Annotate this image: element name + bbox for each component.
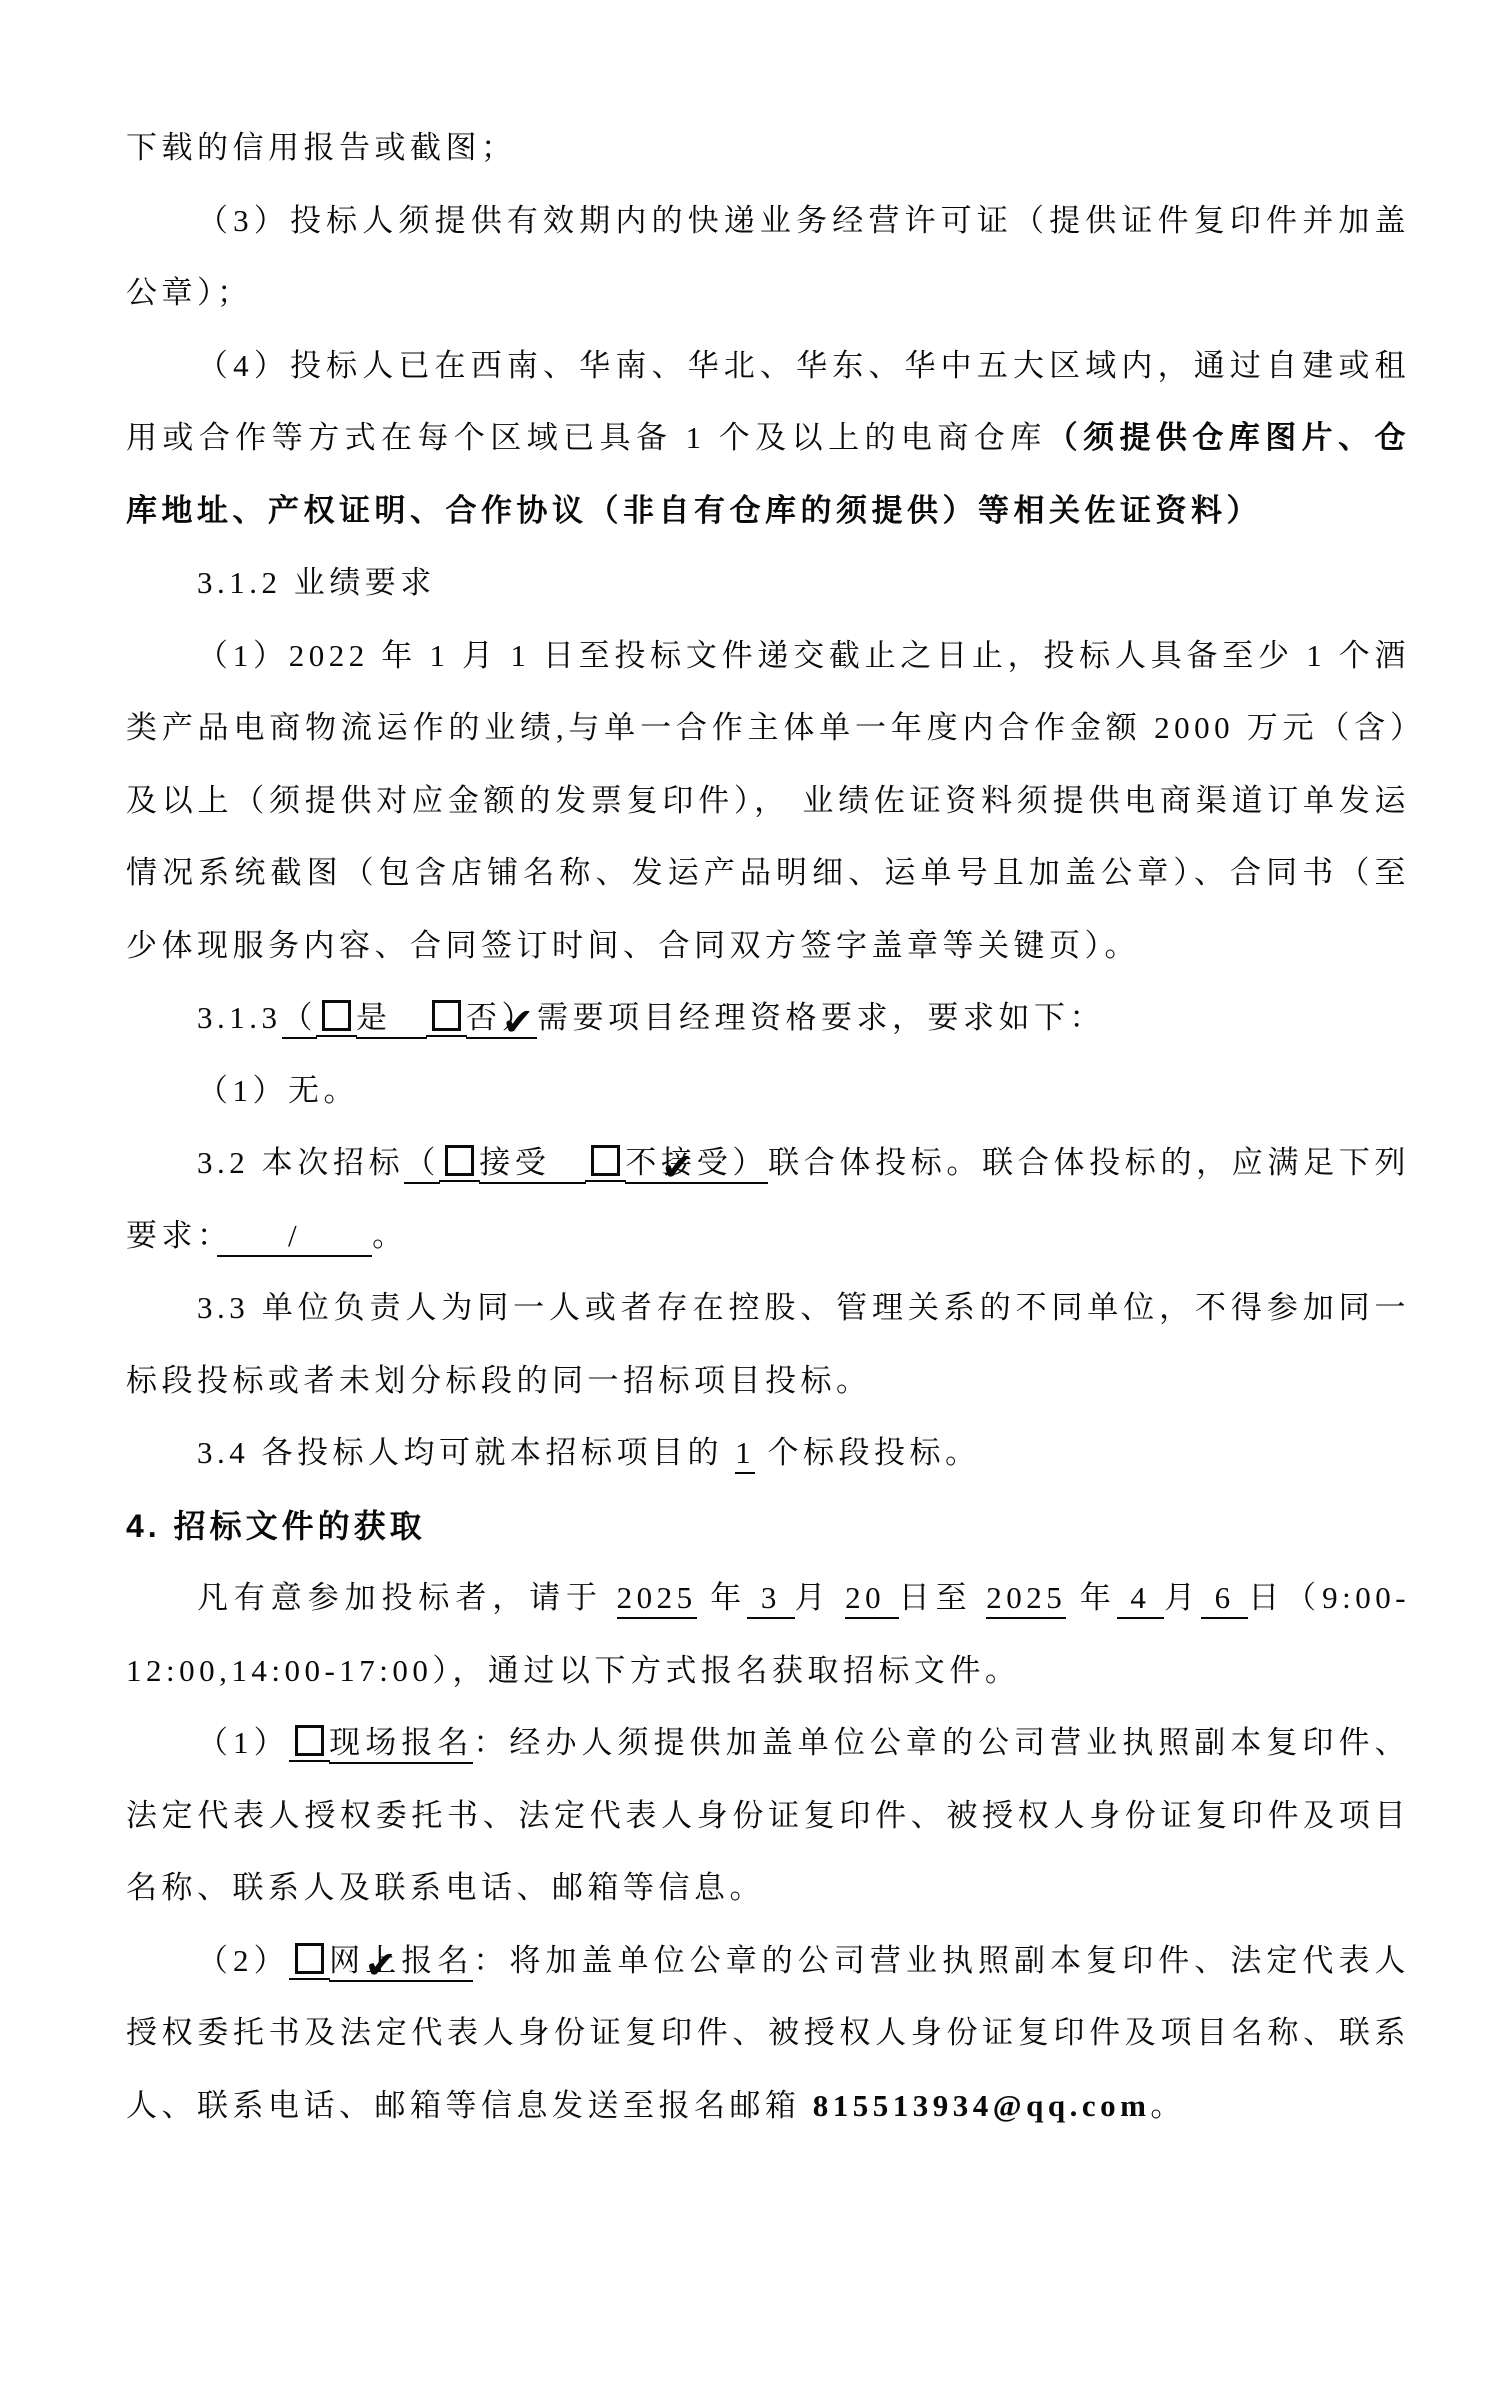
para-obtain-period-seg-6: 日至 bbox=[898, 1580, 987, 1615]
para-credit-report-tail bbox=[126, 112, 1410, 185]
checkbox-unchecked-icon bbox=[445, 1145, 474, 1176]
checkbox-unchecked-icon bbox=[322, 1000, 351, 1031]
para-obtain-period-seg-9: 4 bbox=[1117, 1580, 1164, 1619]
checkbox-checked-icon bbox=[295, 1943, 324, 1974]
para-obtain-period-seg-5: 20 bbox=[845, 1580, 899, 1619]
para-item-3-courier-license bbox=[126, 185, 1410, 330]
para-3-1-3-project-manager-requirement-seg-0: 3.1.3 bbox=[197, 1000, 282, 1035]
para-item-3-courier-license-seg-0: （3）投标人须提供有效期内的快递业务经营许可证（提供证件复印件并加盖公章）； bbox=[126, 202, 1410, 310]
para-obtain-period-seg-8: 年 bbox=[1066, 1580, 1117, 1615]
para-register-online bbox=[126, 1925, 1410, 2143]
para-3-2-consortium-bidding-seg-5: 不接受） bbox=[625, 1145, 768, 1184]
para-3-3-same-controller-restriction-seg-0: 3.3 单位负责人为同一人或者存在控股、管理关系的不同单位，不得参加同一标段投标或者未划分标段的同一招标项目投标。 bbox=[126, 1290, 1410, 1398]
para-3-4-lot-count-seg-1: 1 bbox=[735, 1435, 755, 1474]
para-3-2-consortium-bidding bbox=[126, 1127, 1410, 1272]
para-3-2-consortium-bidding-seg-1: （ bbox=[404, 1145, 440, 1184]
checkbox-checked-icon bbox=[432, 1000, 461, 1031]
para-3-1-3-project-manager-requirement-seg-6: 需要项目经理资格要求，要求如下： bbox=[537, 1000, 1105, 1035]
para-obtain-period-seg-1: 2025 bbox=[617, 1580, 697, 1619]
para-3-2-consortium-bidding-seg-3: 接受 bbox=[479, 1145, 586, 1184]
para-3-1-3-project-manager-requirement-seg-1: （ bbox=[282, 1000, 318, 1039]
para-obtain-period-seg-0: 凡有意参加投标者，请于 bbox=[197, 1580, 617, 1615]
para-3-2-consortium-bidding-seg-7: / bbox=[217, 1218, 372, 1257]
para-obtain-period-seg-4: 月 bbox=[794, 1580, 846, 1615]
heading-4-obtain-bidding-documents-seg-0: 4. 招标文件的获取 bbox=[126, 1507, 426, 1544]
para-3-1-3-project-manager-requirement-seg-3: 是 bbox=[356, 1000, 427, 1039]
para-obtain-period-seg-3: 3 bbox=[747, 1580, 794, 1619]
para-3-2-consortium-bidding-seg-8: 。 bbox=[372, 1217, 408, 1253]
para-obtain-period-seg-11: 6 bbox=[1201, 1580, 1248, 1619]
para-register-onsite bbox=[126, 1707, 1410, 1925]
para-item-4-warehouse-requirement-seg-1: （须提供仓库图片、仓库地址、产权证明、合作协议（非自有仓库的须提供）等相关佐证资料） bbox=[126, 420, 1410, 528]
para-register-onsite-seg-3: ：经办人须提供加盖单位公章的公司营业执照副本复印件、法定代表人授权委托书、法定代表人身份证复印件、被授权人身份证复印件及项目名称、联系人及联系电话、邮箱等信息。 bbox=[126, 1725, 1411, 1905]
para-register-online-seg-0: （2） bbox=[197, 1942, 290, 1978]
checkbox-checked-icon bbox=[591, 1145, 620, 1176]
para-3-4-lot-count-seg-2: 个标段投标。 bbox=[755, 1435, 981, 1470]
para-3-1-3-project-manager-requirement-seg-5: 否） bbox=[466, 1000, 537, 1039]
para-register-online-seg-5: 。 bbox=[1150, 2087, 1186, 2123]
checkbox-unchecked-icon bbox=[295, 1725, 324, 1756]
para-item-4-warehouse-requirement bbox=[126, 330, 1410, 548]
para-obtain-period-seg-2: 年 bbox=[696, 1580, 748, 1615]
para-3-4-lot-count-seg-0: 3.4 各投标人均可就本招标项目的 bbox=[197, 1435, 736, 1470]
para-3-1-3-item-1-none-seg-0: （1）无。 bbox=[197, 1072, 359, 1108]
para-obtain-period bbox=[126, 1562, 1410, 1707]
para-3-2-consortium-bidding-seg-6: 联合体投标。联合体投标的，应满足下列要求： bbox=[126, 1145, 1410, 1253]
para-3-1-2-item-1-performance-detail bbox=[126, 620, 1410, 983]
para-register-online-seg-2: 网上报名 bbox=[329, 1943, 474, 1982]
para-3-1-3-project-manager-requirement bbox=[126, 982, 1410, 1055]
para-3-3-same-controller-restriction bbox=[126, 1272, 1410, 1417]
para-3-1-2-heading-performance-seg-0: 3.1.2 业绩要求 bbox=[197, 565, 436, 600]
para-obtain-period-seg-12: 日（9:00-12:00,14:00-17:00），通过以下方式报名获取招标文件。 bbox=[126, 1580, 1411, 1688]
para-3-1-2-heading-performance bbox=[126, 547, 1410, 620]
para-3-1-2-item-1-performance-detail-seg-0: （1）2022 年 1 月 1 日至投标文件递交截止之日止，投标人具备至少 1 个酒类产品电商物流运作的业绩,与单一合作主体单一年度内合作金额 2000 万元（含）及以上（须提供对应金额的发票复印件）， 业绩佐证资料须提供电商渠道订单发运情况系统截图（包含店铺名称、发运产品明细、运单号且加盖公章）、合同书（至少体现服务内容、合同签订时间、合同双方签字盖章等关键页）。 bbox=[126, 637, 1410, 963]
para-obtain-period-seg-10: 月 bbox=[1164, 1580, 1201, 1615]
para-item-4-warehouse-requirement-seg-0: （4）投标人已在西南、华南、华北、华东、华中五大区域内，通过自建或租用或合作等方式在每个区域已具备 1 个及以上的电商仓库 bbox=[126, 347, 1410, 455]
para-register-online-seg-3: ：将加盖单位公章的公司营业执照副本复印件、法定代表人授权委托书及法定代表人身份证复印件、被授权人身份证复印件及项目名称、联系人、联系电话、邮箱等信息发送至报名邮箱 bbox=[126, 1942, 1411, 2123]
para-register-online-seg-4: 815513934@qq.com bbox=[812, 2087, 1151, 2123]
para-obtain-period-seg-7: 2025 bbox=[986, 1580, 1066, 1619]
para-register-onsite-seg-2: 现场报名 bbox=[329, 1725, 474, 1764]
heading-4-obtain-bidding-documents bbox=[126, 1490, 1410, 1563]
para-credit-report-tail-seg-0: 下载的信用报告或截图； bbox=[126, 130, 517, 165]
para-3-2-consortium-bidding-seg-0: 3.2 本次招标 bbox=[197, 1145, 405, 1180]
para-3-4-lot-count bbox=[126, 1417, 1410, 1490]
document-body bbox=[126, 112, 1410, 2142]
para-3-1-3-item-1-none bbox=[126, 1055, 1410, 1128]
para-register-onsite-seg-0: （1） bbox=[197, 1725, 290, 1760]
